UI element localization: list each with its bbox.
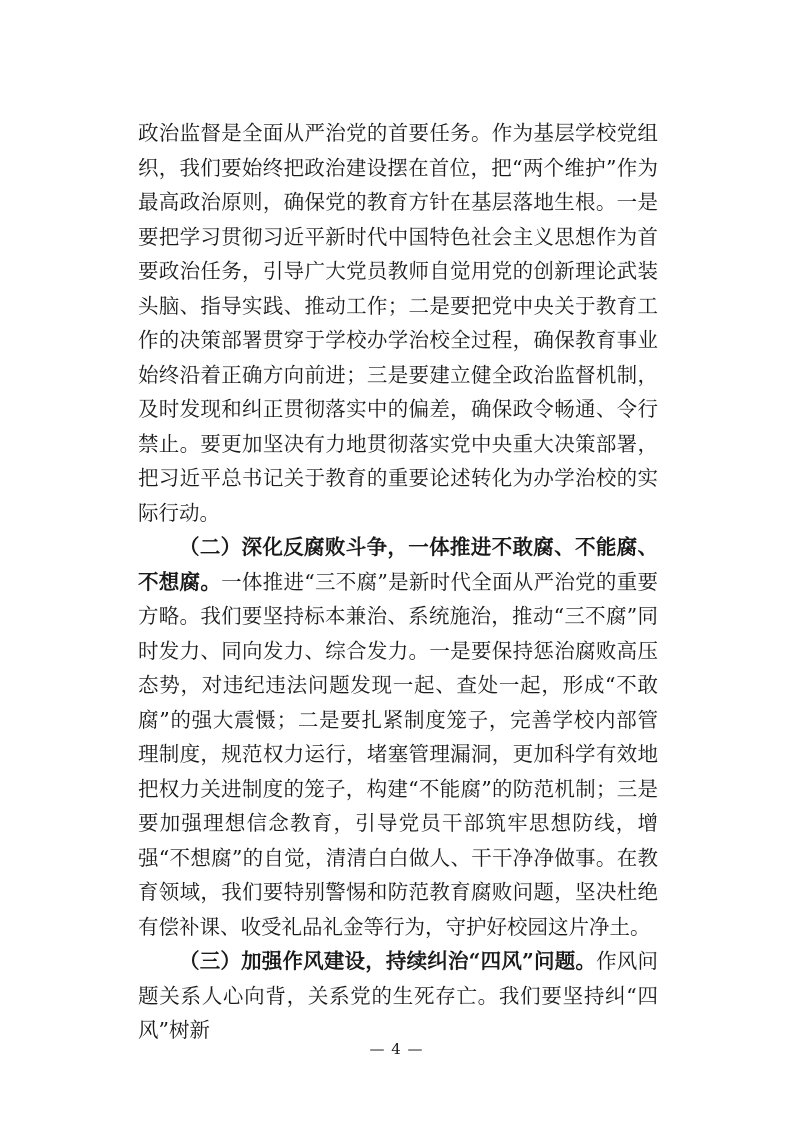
paragraph-text: 作风问题关系人心向背，关系党的生死存亡。我们要坚持纠“四风”树新 xyxy=(138,949,658,1042)
paragraph-work-style xyxy=(138,944,658,1048)
body-text xyxy=(138,116,658,1048)
page-number: — 4 — xyxy=(369,1040,424,1058)
paragraph-anti-corruption xyxy=(138,530,658,944)
paragraph-text: 政治监督是全面从严治党的首要任务。作为基层学校党组织，我们要始终把政治建设摆在首位，把“两个维护”作为最高政治原则，确保党的教育方针在基层落地生根。一是要把学习贯彻习近平新时代中国特色社会主义思想作为首要政治任务，引导广大党员教师自觉用党的创新理论武装头脑、指导实践、推动工作；二是要把党中央关于教育工作的决策部署贯穿于学校办学治校全过程，确保教育事业始终沿着正确方向前进；三是要建立健全政治监督机制，及时发现和纠正贯彻落实中的偏差，确保政令畅通、令行禁止。要更加坚决有力地贯彻落实党中央重大决策部署，把习近平总书记关于教育的重要论述转化为办学治校的实际行动。 xyxy=(138,121,658,525)
paragraph-political-supervision xyxy=(138,116,658,530)
paragraph-text: 一体推进“三不腐”是新时代全面从严治党的重要方略。我们要坚持标本兼治、系统施治，推动“三不腐”同时发力、同向发力、综合发力。一是要保持惩治腐败高压态势，对违纪违法问题发现一起、查处一起，形成“不敢腐”的强大震慑；二是要扎紧制度笼子，完善学校内部管理制度，规范权力运行，堵塞管理漏洞，更加科学有效地把权力关进制度的笼子，构建“不能腐”的防范机制；三是要加强理想信念教育，引导党员干部筑牢思想防线，增强“不想腐”的自觉，清清白白做人、干干净净做事。在教育领域，我们要特别警惕和防范教育腐败问题，坚决杜绝有偿补课、收受礼品礼金等行为，守护好校园这片净土。 xyxy=(138,569,658,939)
section-heading: （三）加强作风建设，持续纠治“四风”问题。 xyxy=(179,949,597,973)
section-heading: （二）深化反腐败斗争，一体推进不敢腐、不能腐、不想腐。 xyxy=(138,535,658,594)
